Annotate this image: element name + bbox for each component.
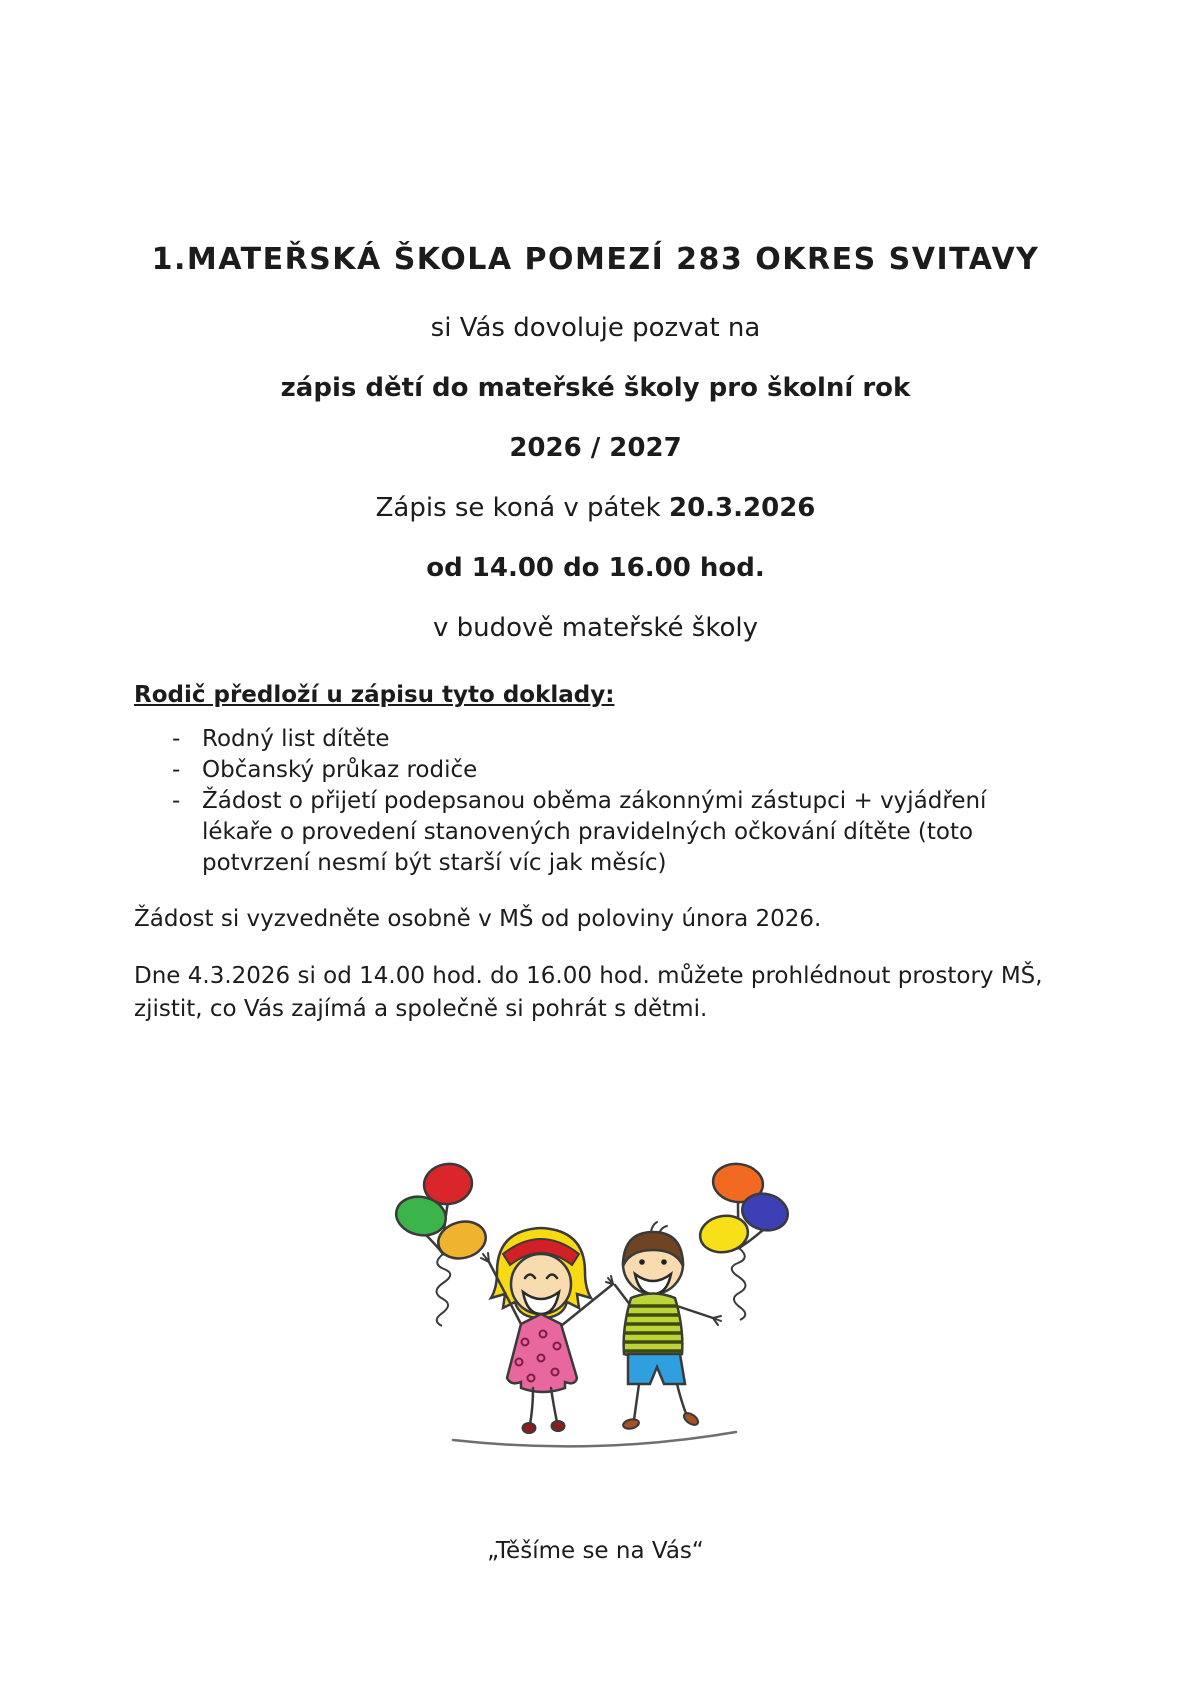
- time-line: od 14.00 do 16.00 hod.: [426, 553, 765, 583]
- boy-figure: [606, 1222, 721, 1430]
- list-item-text: Žádost o přijetí podepsanou oběma zákonnými zástupci + vyjádření lékaře o provedení stanovených pravidelných očkování dítěte (toto potvrzení nesmí být starší víc jak měsíc): [202, 788, 987, 876]
- documents-list: [134, 724, 1057, 879]
- right-balloon-cluster: [697, 1161, 791, 1320]
- list-item-text: Rodný list dítěte: [202, 726, 390, 752]
- ground-line: [453, 1432, 736, 1446]
- bullet-dash: -: [172, 726, 181, 752]
- place-line: v budově mateřské školy: [433, 613, 758, 643]
- list-item: [134, 786, 1057, 879]
- date-line-prefix: Zápis se koná v pátek: [375, 493, 669, 523]
- list-item: [134, 724, 1057, 755]
- list-item: [134, 755, 1057, 786]
- closing-quote: „Těšíme se na Vás“: [487, 1538, 704, 1564]
- girl-figure: [481, 1228, 613, 1433]
- left-balloon-cluster: [392, 1161, 489, 1326]
- note-open-day: Dne 4.3.2026 si od 14.00 hod. do 16.00 hod. můžete prohlédnout prostory MŠ, zjistit, co Vás zajímá a společně si pohrát s dětmi.: [134, 963, 1043, 1022]
- invite-line: si Vás dovoluje pozvat na: [430, 313, 761, 343]
- documents-heading: Rodič předloží u zápisu tyto doklady:: [134, 682, 615, 708]
- date-line: [134, 488, 1057, 548]
- children-balloons-svg: [391, 1156, 801, 1456]
- note-pickup: Žádost si vyzvedněte osobně v MŠ od poloviny února 2026.: [134, 906, 822, 932]
- school-year-line: 2026 / 2027: [509, 433, 682, 463]
- children-balloons-illustration: [134, 1156, 1057, 1460]
- bullet-dash: -: [172, 788, 181, 814]
- event-line: zápis dětí do mateřské školy pro školní rok: [280, 373, 911, 403]
- date-value: 20.3.2026: [669, 493, 816, 523]
- page-title: 1.MATEŘSKÁ ŠKOLA POMEZÍ 283 OKRES SVITAVY: [151, 242, 1040, 277]
- bullet-dash: -: [172, 757, 181, 783]
- list-item-text: Občanský průkaz rodiče: [202, 757, 478, 783]
